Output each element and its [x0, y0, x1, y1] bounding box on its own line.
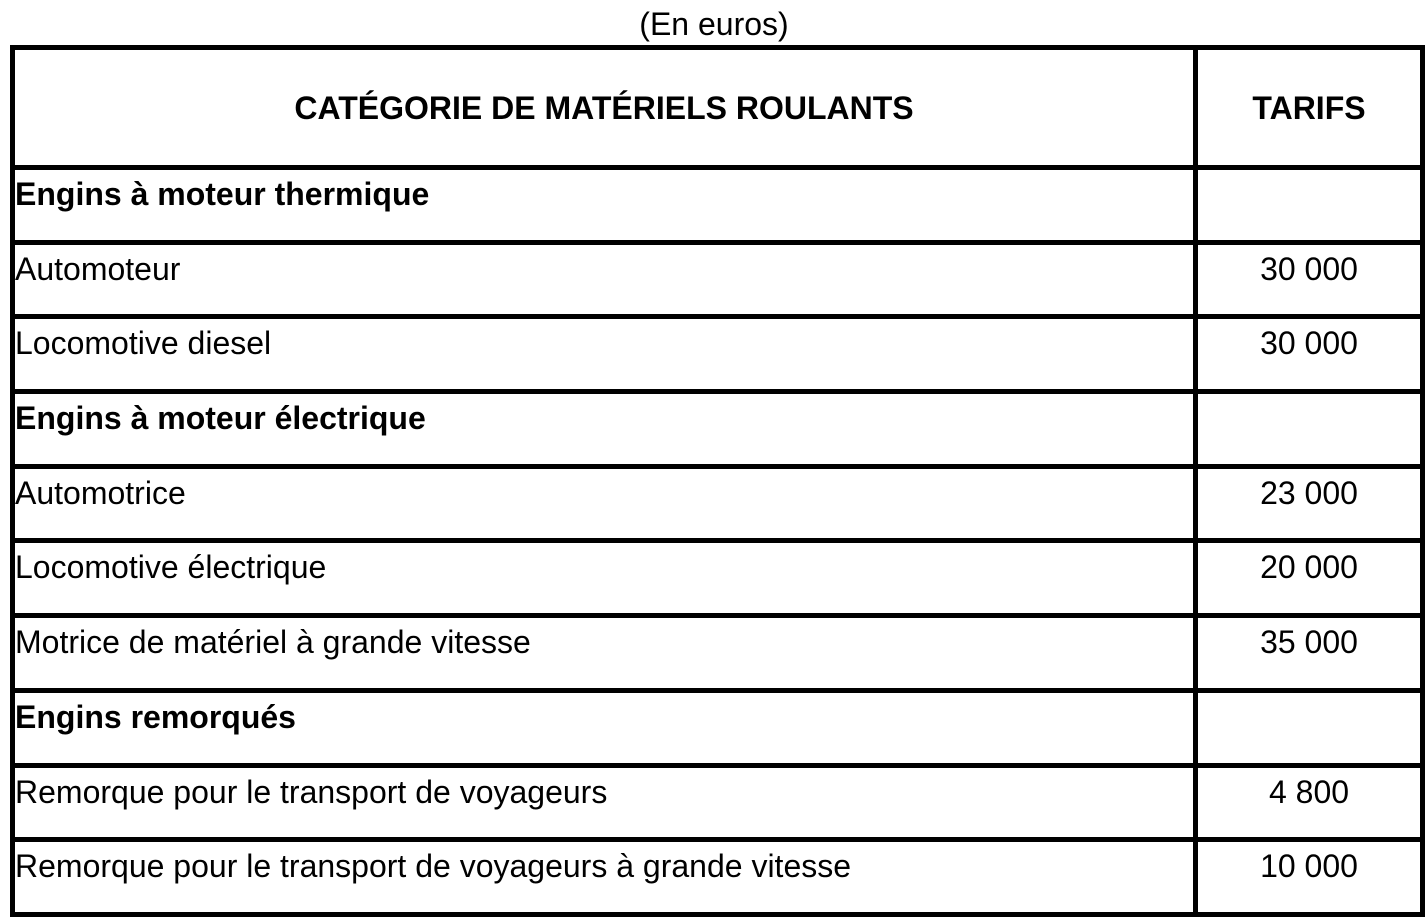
- row-label: Engins à moteur électrique: [13, 392, 1196, 467]
- row-value: 23 000: [1196, 466, 1423, 541]
- table-row: [13, 392, 1423, 467]
- table-row: [13, 317, 1423, 392]
- row-value: 30 000: [1196, 317, 1423, 392]
- table-row: [13, 242, 1423, 317]
- row-value: 30 000: [1196, 242, 1423, 317]
- table-row: [13, 168, 1423, 243]
- row-value: 10 000: [1196, 840, 1423, 915]
- table-row: [13, 690, 1423, 765]
- table-row: [13, 840, 1423, 915]
- row-value: [1196, 392, 1423, 467]
- tariff-table: [10, 45, 1425, 917]
- table-row: [13, 616, 1423, 691]
- currency-caption: (En euros): [639, 6, 789, 42]
- table-row: [13, 541, 1423, 616]
- row-value: [1196, 690, 1423, 765]
- row-label: Locomotive diesel: [13, 317, 1196, 392]
- row-label: Remorque pour le transport de voyageurs à grande vitesse: [13, 840, 1196, 915]
- header-category: CATÉGORIE DE MATÉRIELS ROULANTS: [13, 48, 1196, 168]
- row-value: 20 000: [1196, 541, 1423, 616]
- row-label: Remorque pour le transport de voyageurs: [13, 765, 1196, 840]
- table-row: [13, 466, 1423, 541]
- table-row: [13, 765, 1423, 840]
- row-label: Automotrice: [13, 466, 1196, 541]
- row-value: [1196, 168, 1423, 243]
- header-tariff: TARIFS: [1196, 48, 1423, 168]
- row-label: Automoteur: [13, 242, 1196, 317]
- row-value: 4 800: [1196, 765, 1423, 840]
- row-label: Motrice de matériel à grande vitesse: [13, 616, 1196, 691]
- row-value: 35 000: [1196, 616, 1423, 691]
- table-header-row: [13, 48, 1423, 168]
- row-label: Engins remorqués: [13, 690, 1196, 765]
- row-label: Locomotive électrique: [13, 541, 1196, 616]
- row-label: Engins à moteur thermique: [13, 168, 1196, 243]
